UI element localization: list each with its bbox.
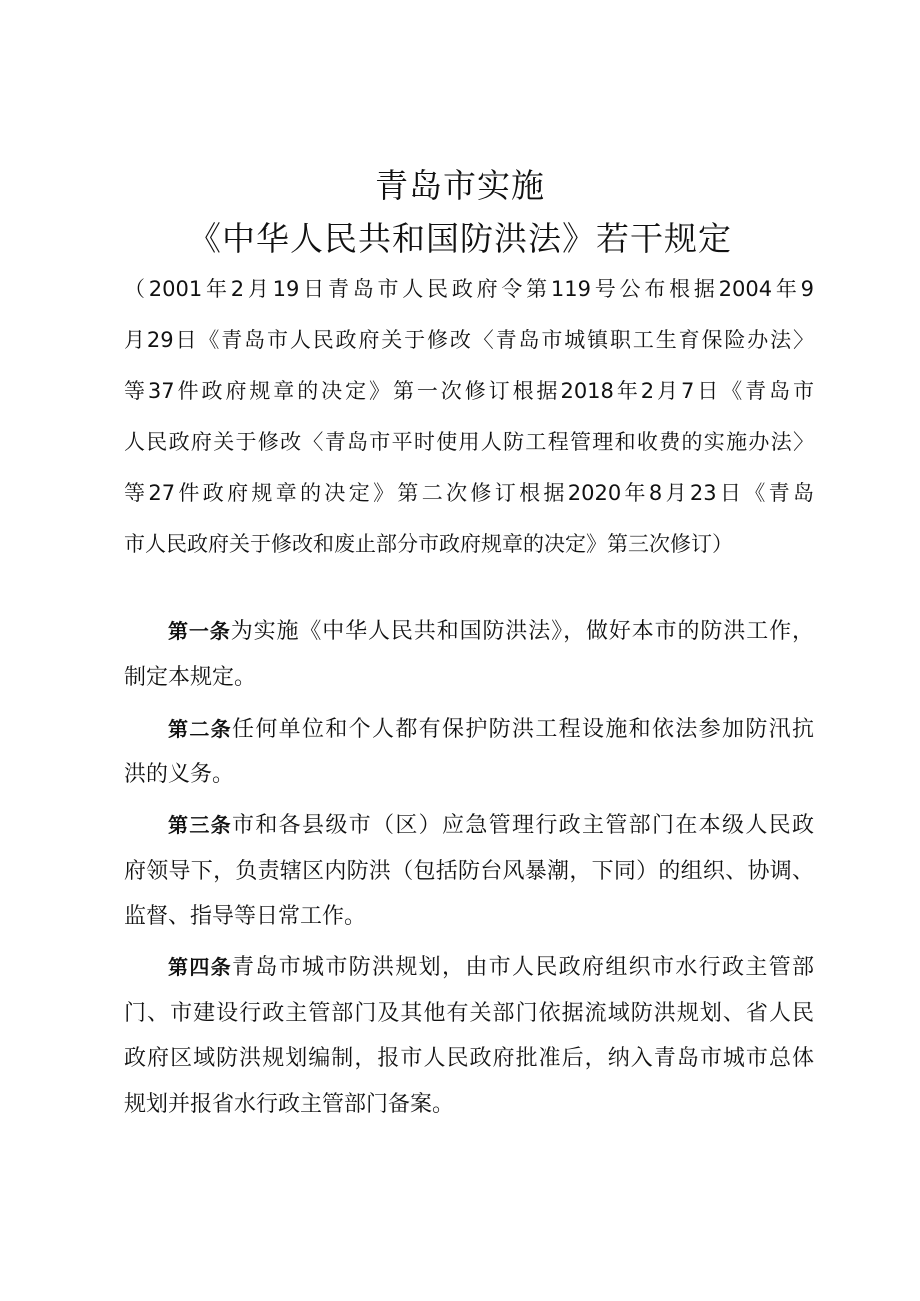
article-4-line: [168, 950, 814, 981]
revision-note-line: 等27件政府规章的决定》第二次修订根据2020年8月23日《青岛: [124, 481, 814, 505]
revision-note-line: 月29日《青岛市人民政府关于修改〈青岛市城镇职工生育保险办法〉: [124, 328, 814, 352]
article-3-label: 第三条: [168, 813, 232, 837]
article-1-line: [168, 614, 814, 645]
article-1-text: 为实施《中华人民共和国防洪法》，做好本市的防洪工作，: [230, 619, 814, 644]
article-2-line: [168, 712, 814, 743]
article-4-line: 规划并报省水行政主管部门备案。: [124, 1092, 455, 1117]
article-2-line: 洪的义务。: [124, 762, 235, 787]
article-4-line: 门、市建设行政主管部门及其他有关部门依据流域防洪规划、省人民: [124, 1001, 814, 1026]
title-line-1: 青岛市实施: [375, 166, 545, 205]
article-4-text: 青岛市城市防洪规划，由市人民政府组织市水行政主管部: [232, 955, 814, 980]
article-1-line: 制定本规定。: [124, 665, 257, 690]
article-2-label: 第二条: [168, 717, 232, 741]
revision-note-line: （2001年2月19日青岛市人民政府令第119号公布根据2004年9: [124, 277, 814, 301]
title-line-2: 《中华人民共和国防洪法》若干规定: [188, 219, 732, 258]
article-3-line: 府领导下，负责辖区内防洪（包括防台风暴潮，下同）的组织、协调、: [124, 859, 814, 884]
article-3-line: [168, 808, 814, 839]
article-3-line: 监督、指导等日常工作。: [124, 904, 367, 929]
article-1-label: 第一条: [168, 619, 231, 643]
revision-note-line: 等37件政府规章的决定》第一次修订根据2018年2月7日《青岛市: [124, 379, 814, 403]
article-2-text: 任何单位和个人都有保护防洪工程设施和依法参加防汛抗: [232, 717, 814, 742]
article-4-label: 第四条: [168, 955, 232, 979]
article-3-text: 市和各县级市（区）应急管理行政主管部门在本级人民政: [232, 813, 814, 838]
article-4-line: 政府区域防洪规划编制，报市人民政府批准后，纳入青岛市城市总体: [124, 1046, 814, 1071]
revision-note-line: 市人民政府关于修改和废止部分市政府规章的决定》第三次修订）: [124, 532, 733, 556]
revision-note-line: 人民政府关于修改〈青岛市平时使用人防工程管理和收费的实施办法〉: [124, 430, 814, 454]
